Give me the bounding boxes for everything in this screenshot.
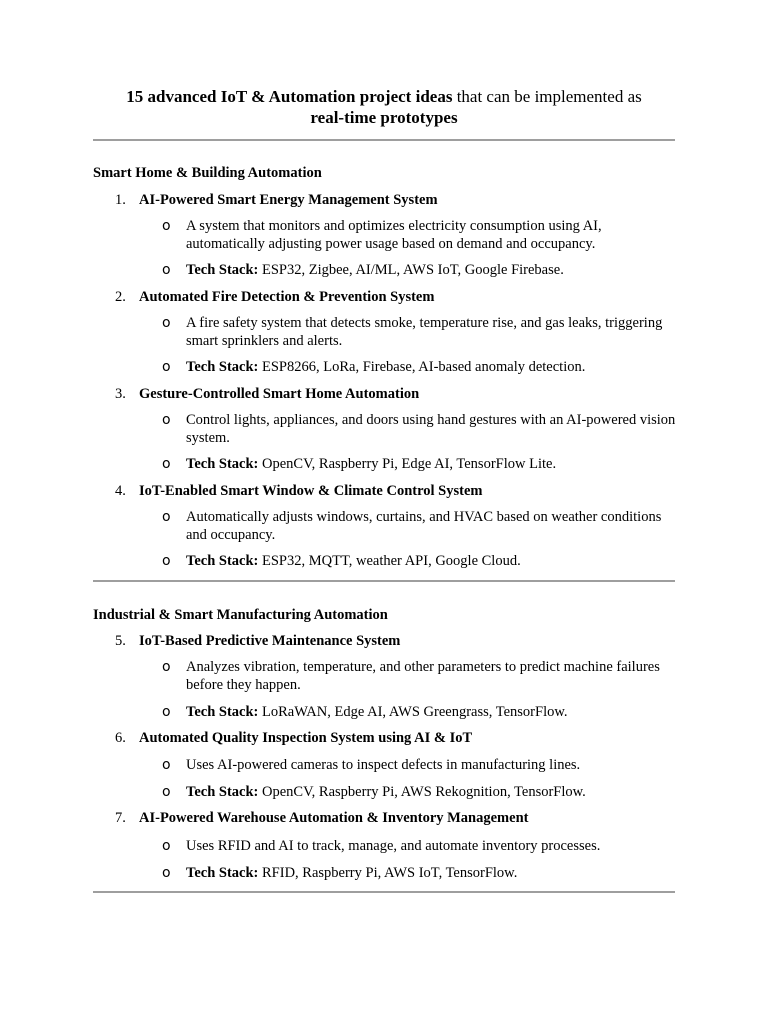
tech-stack-value: OpenCV, Raspberry Pi, Edge AI, TensorFlow Lite. [258, 456, 557, 472]
item-title: Gesture-Controlled Smart Home Automation [139, 386, 420, 402]
tech-stack-label: Tech Stack: [186, 456, 259, 472]
item-description: Automatically adjusts windows, curtains, and HVAC based on weather conditions and occupancy. [186, 509, 662, 543]
item-tech-stack [186, 358, 678, 376]
item-tech-stack [186, 783, 678, 801]
item-tech-stack [186, 552, 678, 570]
tech-stack-value: RFID, Raspberry Pi, AWS IoT, TensorFlow. [258, 865, 518, 881]
item-tech-stack [186, 864, 678, 882]
item-number: 4. [115, 483, 126, 499]
item-number: 7. [115, 810, 126, 826]
item-title: AI-Powered Smart Energy Management System [139, 192, 438, 208]
bullet-circle-icon: o [162, 704, 171, 720]
item-title: Automated Fire Detection & Prevention System [139, 289, 435, 305]
item-description: A system that monitors and optimizes electricity consumption using AI, automatically adjusting power usage based on demand and occupancy. [186, 218, 602, 252]
bullet-circle-icon: o [162, 456, 171, 472]
item-number: 6. [115, 730, 126, 746]
tech-stack-value: ESP8266, LoRa, Firebase, AI-based anomaly detection. [258, 359, 586, 375]
item-title: IoT-Based Predictive Maintenance System [139, 633, 401, 649]
item-description: Uses AI-powered cameras to inspect defects in manufacturing lines. [186, 757, 581, 773]
item-description: Control lights, appliances, and doors using hand gestures with an AI-powered vision system. [186, 412, 676, 446]
tech-stack-value: ESP32, MQTT, weather API, Google Cloud. [258, 553, 521, 569]
bullet-circle-icon: o [162, 509, 171, 525]
title-bold-text: 15 advanced IoT & Automation project ideas [126, 87, 453, 106]
horizontal-divider [93, 891, 675, 893]
bullet-circle-icon: o [162, 838, 171, 854]
tech-stack-value: OpenCV, Raspberry Pi, AWS Rekognition, TensorFlow. [258, 784, 586, 800]
item-description: Uses RFID and AI to track, manage, and automate inventory processes. [186, 838, 601, 854]
title-normal-text: that can be implemented as [452, 87, 642, 106]
horizontal-divider [93, 580, 675, 582]
bullet-circle-icon: o [162, 412, 171, 428]
tech-stack-value: LoRaWAN, Edge AI, AWS Greengrass, TensorFlow. [258, 704, 568, 720]
tech-stack-label: Tech Stack: [186, 704, 259, 720]
bullet-circle-icon: o [162, 553, 171, 569]
section-heading-industrial: Industrial & Smart Manufacturing Automation [93, 607, 388, 623]
item-tech-stack [186, 455, 678, 473]
bullet-circle-icon: o [162, 784, 171, 800]
tech-stack-label: Tech Stack: [186, 865, 259, 881]
bullet-circle-icon: o [162, 359, 171, 375]
section-heading-smart-home: Smart Home & Building Automation [93, 165, 322, 181]
item-title: AI-Powered Warehouse Automation & Inventory Management [139, 810, 529, 826]
item-number: 1. [115, 192, 126, 208]
tech-stack-label: Tech Stack: [186, 553, 259, 569]
item-number: 2. [115, 289, 126, 305]
bullet-circle-icon: o [162, 315, 171, 331]
horizontal-divider [93, 139, 675, 141]
tech-stack-label: Tech Stack: [186, 784, 259, 800]
bullet-circle-icon: o [162, 659, 171, 675]
tech-stack-label: Tech Stack: [186, 359, 259, 375]
title-line2-text: real-time prototypes [310, 108, 458, 127]
item-tech-stack [186, 703, 678, 721]
tech-stack-value: ESP32, Zigbee, AI/ML, AWS IoT, Google Firebase. [258, 262, 564, 278]
bullet-circle-icon: o [162, 757, 171, 773]
item-title: Automated Quality Inspection System using AI & IoT [139, 730, 473, 746]
item-number: 3. [115, 386, 126, 402]
bullet-circle-icon: o [162, 262, 171, 278]
bullet-circle-icon: o [162, 865, 171, 881]
item-description: Analyzes vibration, temperature, and other parameters to predict machine failures before they happen. [186, 659, 660, 693]
item-number: 5. [115, 633, 126, 649]
bullet-circle-icon: o [162, 218, 171, 234]
tech-stack-label: Tech Stack: [186, 262, 259, 278]
item-description: A fire safety system that detects smoke, temperature rise, and gas leaks, triggering smart sprinklers and alerts. [186, 315, 663, 349]
item-title: IoT-Enabled Smart Window & Climate Control System [139, 483, 483, 499]
page-title [93, 86, 675, 128]
item-tech-stack [186, 261, 678, 279]
